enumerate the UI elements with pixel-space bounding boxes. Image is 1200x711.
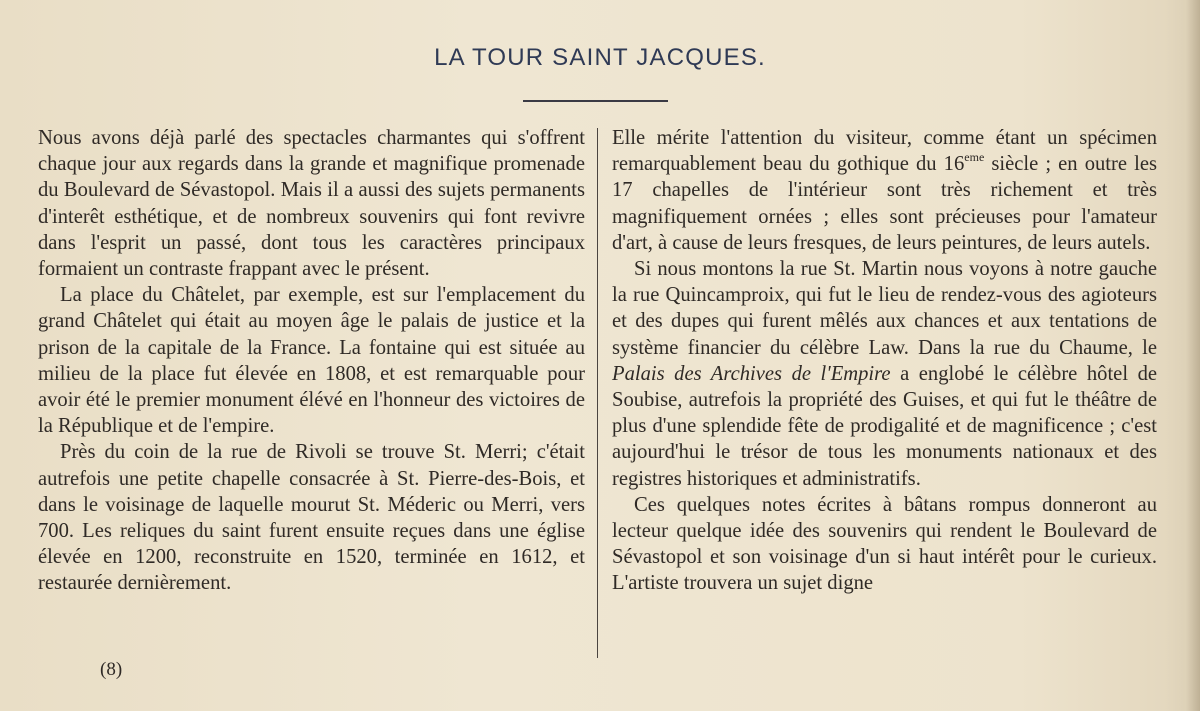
page-number: (8)	[100, 659, 123, 680]
paragraph	[612, 256, 1157, 492]
paragraph: La place du Châtelet, par exemple, est sur l'emplacement du grand Châtelet qui était au moyen âge le palais de justice et la prison de la capitale de la France. La fontaine qui est située au milieu de la place fut élevée en 1808, et est remarquable pour avoir été le premier monument élévé en l'honneur des victoires de la République et de l'empire.	[38, 284, 585, 438]
paragraph-text: Elle mérite l'attention du visiteur, comme étant un spécimen remarquablement beau du gothique du 16	[612, 127, 1157, 176]
paragraph-text: a englobé le célèbre hôtel de Soubise, autrefois la propriété des Guises, et qui fut le théâtre de plus d'une splendide fête de prodigalité et de magnificence ; c'est aujourd'hui le trésor de tous les monuments nationaux et des registres historiques et administratifs.	[612, 362, 1158, 490]
page-edge-shadow	[1186, 0, 1200, 711]
paragraph: Près du coin de la rue de Rivoli se trouve St. Merri; c'était autrefois une petite chapelle consacrée à St. Pierre-des-Bois, et dans le voisinage de laquelle mourut St. Méderic ou Merri, vers 700. Les reliques du saint furent ensuite reçues dans une église élevée en 1200, reconstruite en 1520, terminée en 1612, et restaurée dernièrement.	[38, 441, 585, 595]
column-divider	[597, 128, 598, 658]
page-title: LA TOUR SAINT JACQUES.	[434, 44, 766, 71]
paragraph: Nous avons déjà parlé des spectacles charmantes qui s'offrent chaque jour aux regards dans la grande et magnifique promenade du Boulevard de Sévastopol. Mais il a aussi des sujets permanents d'interêt esthétique, et de nombreux souvenirs qui font revivre dans l'esprit un passé, dont tous les caractères principaux formaient un contraste frappant avec le présent.	[38, 127, 585, 281]
paragraph	[612, 125, 1157, 256]
italic-text: Palais des Archives de l'Empire	[612, 362, 891, 385]
superscript: eme	[964, 150, 985, 165]
title-rule	[523, 100, 668, 102]
paragraph-text: siècle ; en outre les 17 chapelles de l'intérieur sont très richement et très magnifiquement ornées ; elles sont précieuses pour l'amateur d'art, à cause de leurs fresques, de leurs peintures, de leurs autels.	[612, 153, 1157, 254]
paragraph: Ces quelques notes écrites à bâtans rompus donneront au lecteur quelque idée des souvenirs qui rendent le Boulevard de Sévastopol et son voisinage d'un si haut intérêt pour le curieux. L'artiste trouvera un sujet digne	[612, 493, 1157, 595]
right-column	[612, 125, 1157, 597]
left-column	[38, 125, 585, 597]
paragraph-text: Si nous montons la rue St. Martin nous voyons à notre gauche la rue Quincamproix, qui fut le lieu de rendez-vous des agioteurs et des dupes qui furent mêlés aux chances et aux tentations de système financier du célèbre Law. Dans la rue du Chaume, le	[612, 258, 1157, 359]
